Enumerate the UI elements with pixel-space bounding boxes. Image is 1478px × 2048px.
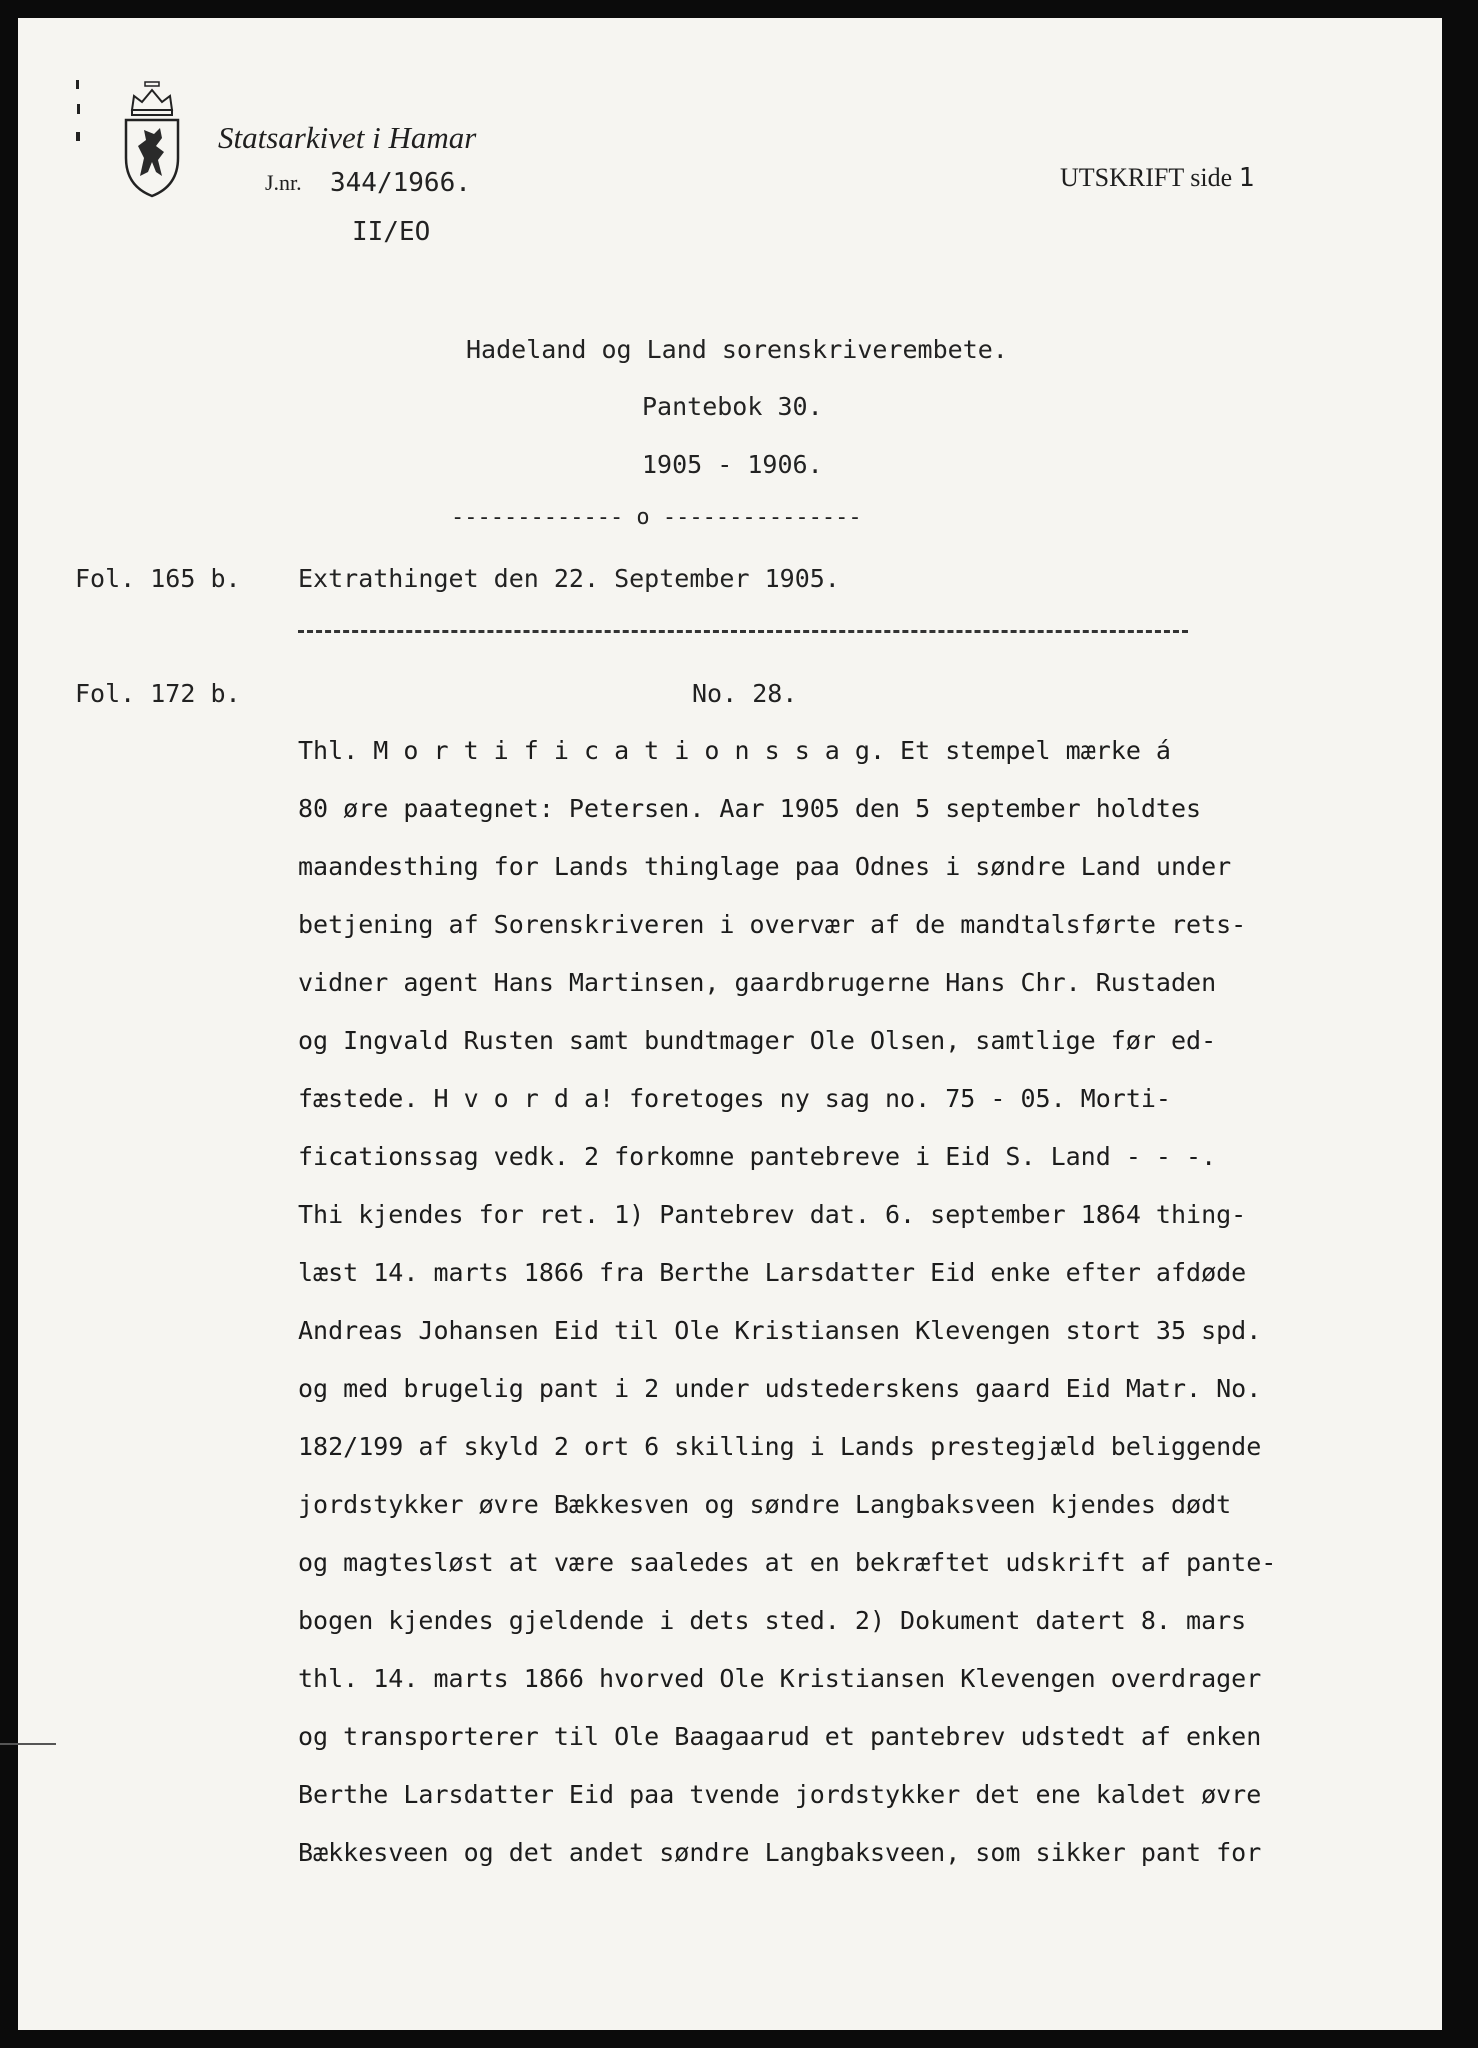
text-line: og magtesløst at være saaledes at en bekræftet udskrift af pante- [298,1548,1277,1577]
text-line: Thi kjendes for ret. 1) Pantebrev dat. 6. september 1864 thing- [298,1200,1247,1229]
margin-tick [0,1743,56,1745]
year-range: 1905 - 1906. [642,450,823,479]
text-line: 80 øre paategnet: Petersen. Aar 1905 den 5 september holdtes [298,794,1202,823]
coat-of-arms-icon [120,80,184,200]
text-line: Thl. M o r t i f i c a t i o n s s a g. Et stempel mærke á [298,736,1171,765]
text-line: bogen kjendes gjeldende i dets sted. 2) Dokument datert 8. mars [298,1606,1247,1635]
text-line: thl. 14. marts 1866 hvorved Ole Kristiansen Klevengen overdrager [298,1664,1262,1693]
archive-name: Statsarkivet i Hamar [218,120,477,155]
text-line: 182/199 af skyld 2 ort 6 skilling i Lands prestegjæld beliggende [298,1432,1262,1461]
folio-reference: Fol. 165 b. [75,564,241,593]
text-line: betjening af Sorenskriveren i overvær af de mandtalsførte rets- [298,910,1247,939]
section-separator: ------------- o --------------- [451,505,862,530]
session-heading: Extrathinget den 22. September 1905. [298,564,840,593]
text-line: og transporterer til Ole Baagaarud et pantebrev udstedt af enken [298,1722,1262,1751]
page-number: 1 [1238,163,1255,193]
divider-line [298,630,1188,633]
text-line: Berthe Larsdatter Eid paa tvende jordstykker det ene kaldet øvre [298,1780,1262,1809]
mortgage-book: Pantebok 30. [642,392,823,421]
court-name: Hadeland og Land sorenskriverembete. [466,335,1008,364]
text-line: ficationssag vedk. 2 forkomne pantebreve i Eid S. Land - - -. [298,1142,1217,1171]
journal-number: 344/1966. [330,168,471,198]
sub-reference: II/EO [352,217,431,247]
margin-marks [72,80,86,150]
text-line: maandesthing for Lands thinglage paa Odnes i søndre Land under [298,852,1232,881]
text-line: Andreas Johansen Eid til Ole Kristiansen Klevengen stort 35 spd. [298,1316,1262,1345]
folio-reference: Fol. 172 b. [75,679,241,708]
case-number: No. 28. [692,679,798,708]
text-line: Bækkesveen og det andet søndre Langbaksveen, som sikker pant for [298,1838,1262,1867]
text-line: jordstykker øvre Bækkesven og søndre Langbaksveen kjendes dødt [298,1490,1232,1519]
journal-number-label: J.nr. [265,170,302,195]
transcript-page-label [1060,163,1254,193]
text-line: og Ingvald Rusten samt bundtmager Ole Olsen, samtlige før ed- [298,1026,1217,1055]
transcript-label: UTSKRIFT side [1060,163,1233,192]
text-line: læst 14. marts 1866 fra Berthe Larsdatter Eid enke efter afdøde [298,1258,1247,1287]
text-line: vidner agent Hans Martinsen, gaardbrugerne Hans Chr. Rustaden [298,968,1217,997]
text-line: fæstede. H v o r d a! foretoges ny sag no. 75 - 05. Morti- [298,1084,1171,1113]
text-line: og med brugelig pant i 2 under udstederskens gaard Eid Matr. No. [298,1374,1262,1403]
